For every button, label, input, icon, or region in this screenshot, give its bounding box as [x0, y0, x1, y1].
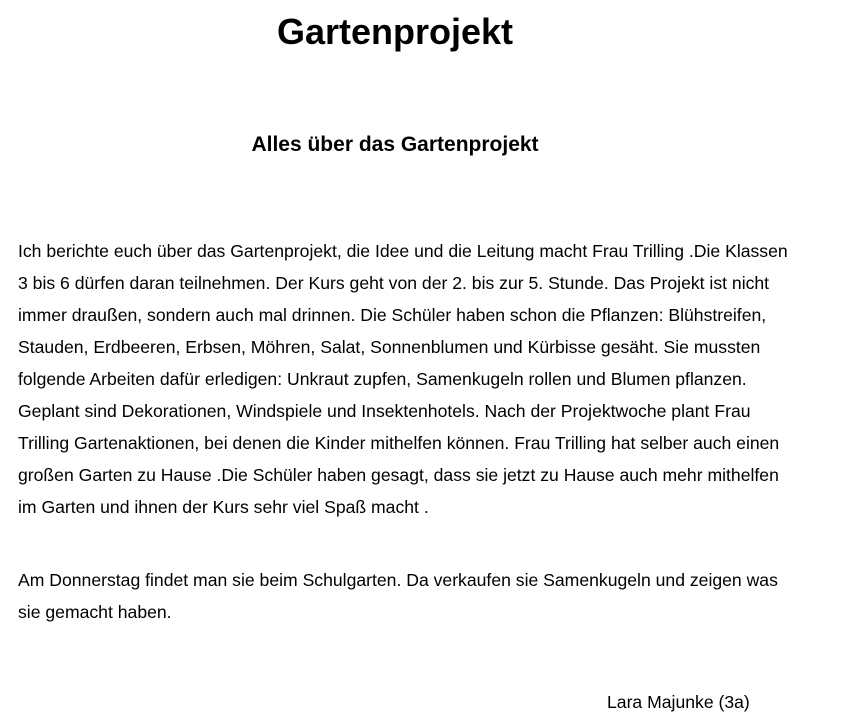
document-subtitle: Alles über das Gartenprojekt	[251, 133, 539, 156]
document-title: Gartenprojekt	[276, 11, 514, 52]
author-signature: Lara Majunke (3a)	[607, 692, 750, 712]
body-paragraph-1: Ich berichte euch über das Gartenprojekt, die Idee und die Leitung macht Frau Trilling .Die Klassen 3 bis 6 dürfen daran teilnehmen. Der Kurs geht von der 2. bis zur 5. Stunde. Das Projekt ist nicht immer draußen, sondern auch mal drinnen. Die Schüler haben schon die Pflanzen: Blühstreifen, Stauden, Erdbeeren, Erbsen, Möhren, Salat, Sonnenblumen und Kürbisse gesäht. Sie mussten folgende Arbeiten dafür erledigen: Unkraut zupfen, Samenkugeln rollen und Blumen pflanzen. Geplant sind Dekorationen, Windspiele und Insektenhotels. Nach der Projektwoche plant Frau Trilling Gartenaktionen, bei denen die Kinder mithelfen können. Frau Trilling hat selber auch einen großen Garten zu Hause .Die Schüler haben gesagt, dass sie jetzt zu Hause auch mehr mithelfen im Garten und ihnen der Kurs sehr viel Spaß macht .	[18, 241, 788, 517]
body-paragraph-2: Am Donnerstag findet man sie beim Schulgarten. Da verkaufen sie Samenkugeln und zeigen was sie gemacht haben.	[18, 570, 778, 622]
